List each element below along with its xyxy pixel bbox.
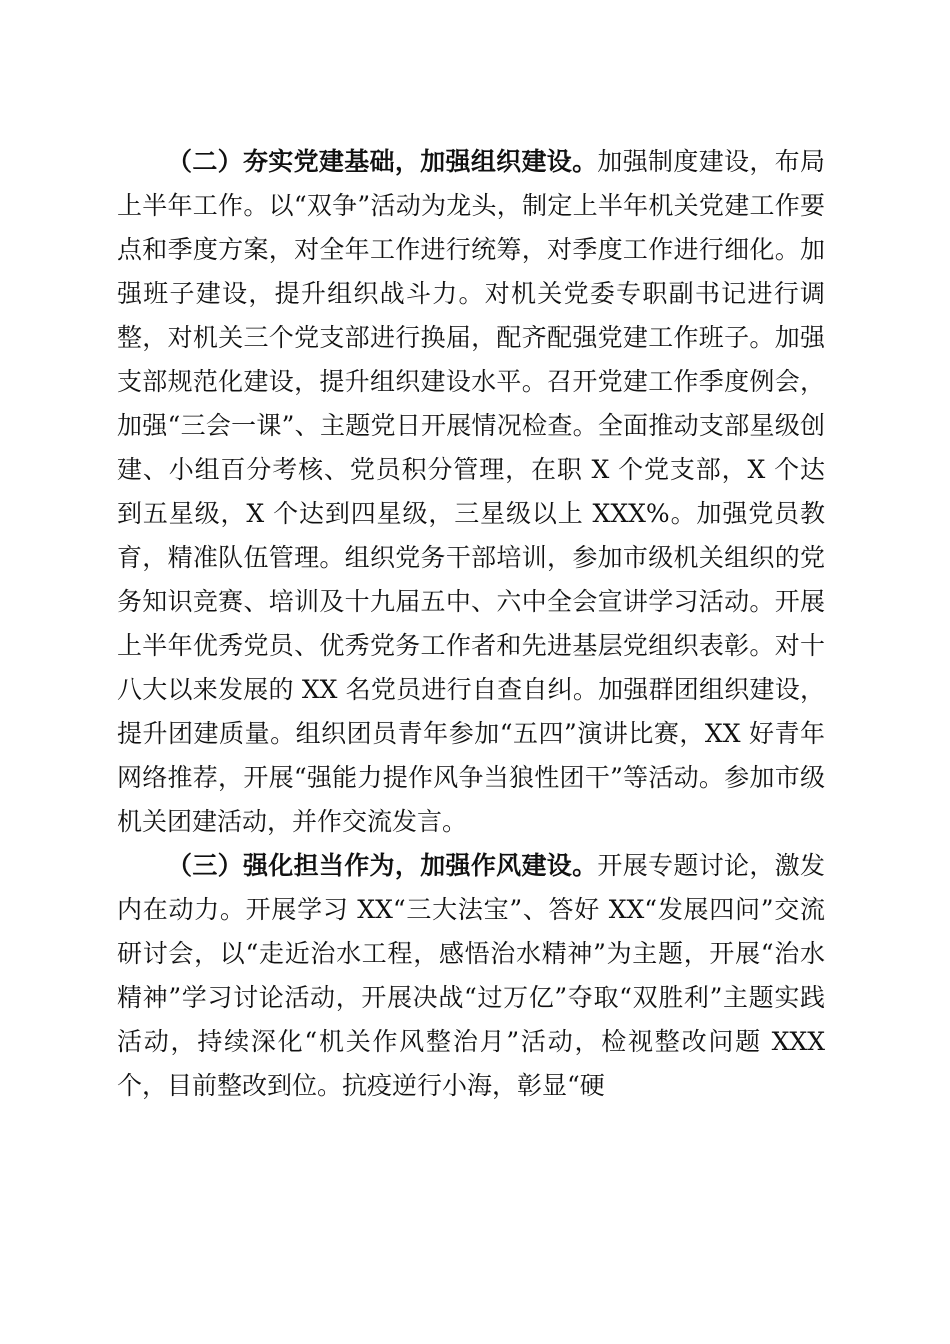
paragraph-heading: （二）夯实党建基础，加强组织建设。 (167, 147, 598, 176)
document-body (117, 140, 825, 1108)
paragraph-text: 开展专题讨论，激发内在动力。开展学习 XX“三大法宝”、答好 XX“发展四问”交流研讨会，以“走近治水工程，感悟治水精神”为主题，开展“治水精神”学习讨论活动，开展决战“过万亿”夺取“双胜利”主题实践活动，持续深化“机关作风整治月”活动，检视整改问题 XXX 个，目前整改到位。抗疫逆行小海，彰显“硬 (117, 851, 825, 1100)
paragraph-organization-building (117, 140, 825, 844)
paragraph-heading: （三）强化担当作为，加强作风建设。 (167, 851, 598, 880)
paragraph-work-style-building (117, 844, 825, 1108)
paragraph-text: 加强制度建设，布局上半年工作。以“双争”活动为龙头，制定上半年机关党建工作要点和季度方案，对全年工作进行统筹，对季度工作进行细化。加强班子建设，提升组织战斗力。对机关党委专职副书记进行调整，对机关三个党支部进行换届，配齐配强党建工作班子。加强支部规范化建设，提升组织建设水平。召开党建工作季度例会，加强“三会一课”、主题党日开展情况检查。全面推动支部星级创建、小组百分考核、党员积分管理，在职 X 个党支部，X 个达到五星级，X 个达到四星级，三星级以上 XXX%。加强党员教育，精准队伍管理。组织党务干部培训，参加市级机关组织的党务知识竞赛、培训及十九届五中、六中全会宣讲学习活动。开展上半年优秀党员、优秀党务工作者和先进基层党组织表彰。对十八大以来发展的 XX 名党员进行自查自纠。加强群团组织建设，提升团建质量。组织团员青年参加“五四”演讲比赛，XX 好青年网络推荐，开展“强能力提作风争当狼性团干”等活动。参加市级机关团建活动，并作交流发言。 (117, 147, 825, 836)
